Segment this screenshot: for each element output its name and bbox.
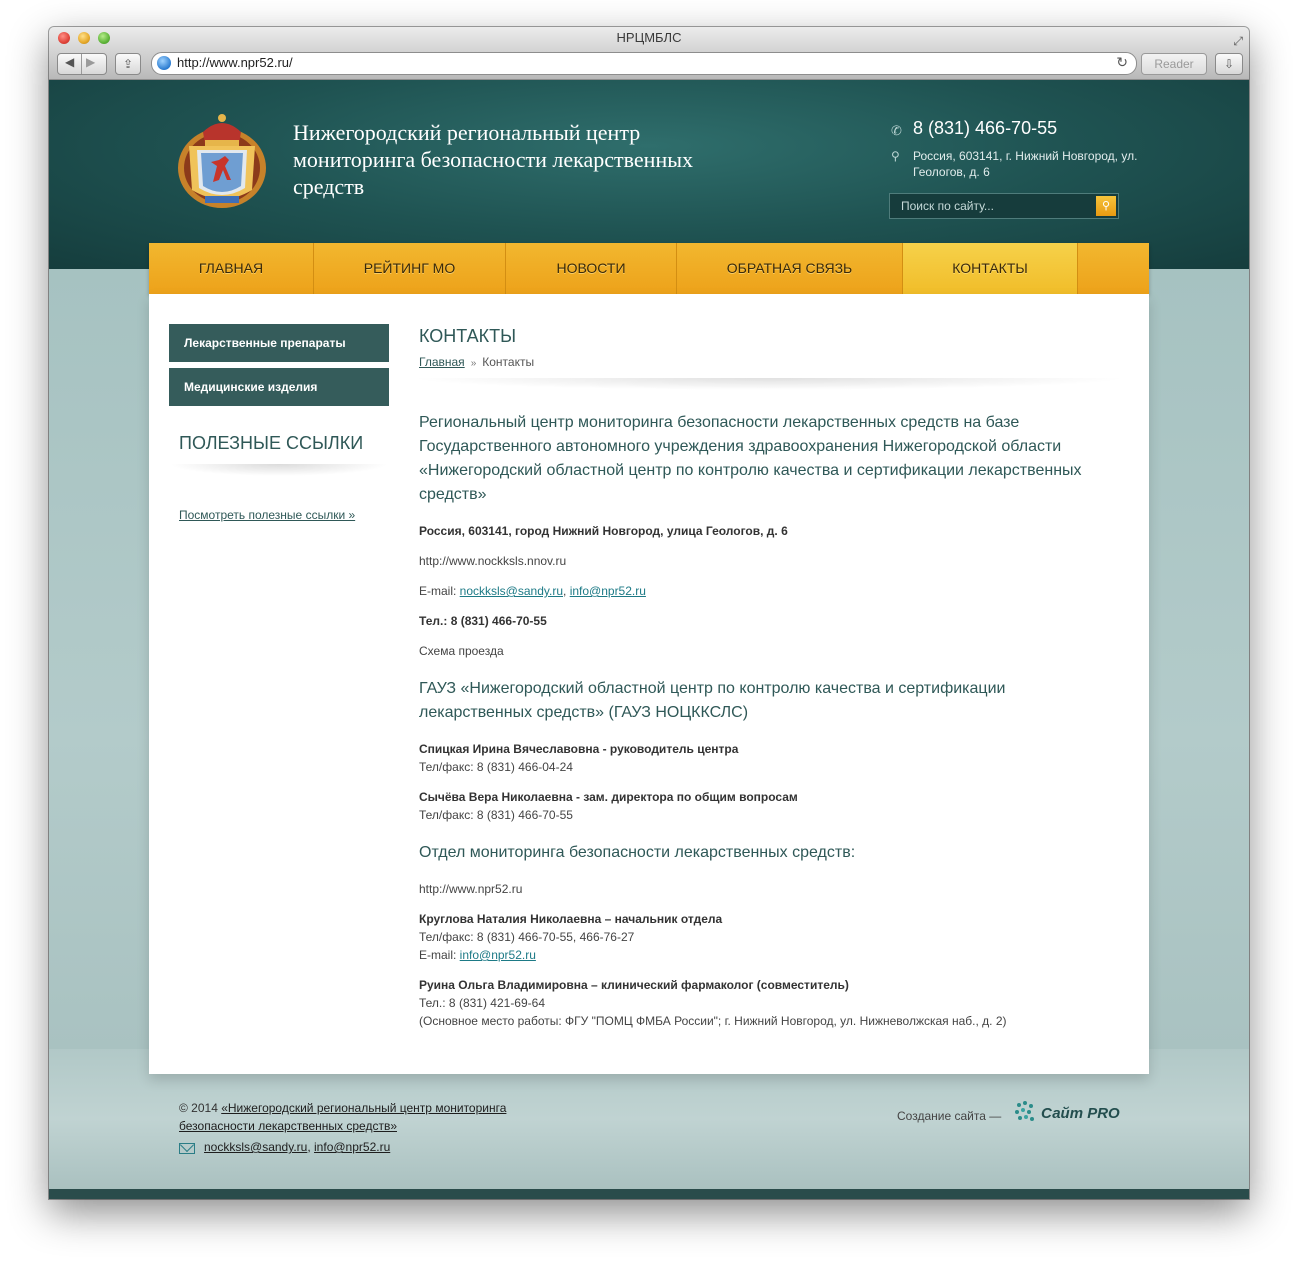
footer-email-link-nockksls[interactable]: nockksls@sandy.ru [204, 1140, 308, 1154]
reload-icon[interactable]: ↻ [1116, 54, 1128, 70]
contact-person-1 [419, 740, 1119, 776]
person-phone: Тел/факс: 8 (831) 466-04-24 [419, 760, 573, 774]
reader-button[interactable]: Reader [1141, 53, 1207, 75]
page-title: КОНТАКТЫ [419, 326, 517, 346]
browser-window [49, 27, 1249, 1199]
divider [81, 54, 82, 74]
address-bar[interactable] [151, 52, 1137, 75]
share-icon: ⇪ [122, 57, 134, 71]
fullscreen-icon[interactable]: ⤢ [1233, 34, 1243, 48]
person-name: Сычёва Вера Николаевна - зам. директора по общим вопросам [419, 790, 798, 804]
content-panel [149, 294, 1149, 1074]
footer-email-link-info[interactable]: info@npr52.ru [314, 1140, 391, 1154]
menu-item-rating[interactable]: РЕЙТИНГ МО [314, 243, 506, 294]
phone-icon: ✆ [891, 123, 902, 138]
coat-of-arms-logo[interactable] [175, 110, 269, 210]
title-bar [49, 27, 1249, 49]
search-icon: ⚲ [1101, 200, 1111, 212]
email-separator: , [307, 1140, 315, 1154]
close-window-button[interactable] [58, 32, 70, 44]
header-phone: 8 (831) 466-70-55 [913, 118, 1058, 138]
window-title: НРЦМБЛС [616, 30, 682, 45]
bottom-strip [49, 1189, 1249, 1199]
sitepro-logo-icon[interactable] [1014, 1100, 1036, 1124]
email-separator: , [563, 584, 570, 598]
download-icon: ⇩ [1223, 57, 1235, 71]
directions-text[interactable]: Схема проезда [419, 644, 504, 658]
person-phone: Тел.: 8 (831) 421-69-64 [419, 996, 545, 1010]
person-name: Спицкая Ирина Вячеславовна - руководитель центра [419, 742, 739, 756]
phone-text: Тел.: 8 (831) 466-70-55 [419, 614, 547, 628]
footer-copyright [179, 1099, 579, 1135]
person-name: Круглова Наталия Николаевна – начальник отдела [419, 912, 723, 926]
person-note: (Основное место работы: ФГУ "ПОМЦ ФМБА России"; г. Нижний Новгород, ул. Нижневолжская наб., д. 2) [419, 1014, 1007, 1028]
breadcrumb-home-link[interactable]: Главная [419, 355, 465, 369]
browser-toolbar [49, 49, 1249, 80]
globe-icon [157, 56, 171, 70]
department-website: http://www.npr52.ru [419, 882, 523, 896]
email-link-nockksls[interactable]: nockksls@sandy.ru [459, 584, 564, 598]
email-label: E-mail: [419, 948, 460, 962]
site-search [889, 193, 1119, 219]
header-address: Россия, 603141, г. Нижний Новгород, ул. Геологов, д. 6 [913, 149, 1138, 179]
useful-links-link[interactable]: Посмотреть полезные ссылки » [179, 508, 356, 522]
search-button[interactable] [1096, 196, 1116, 216]
share-button[interactable] [115, 53, 141, 75]
copyright-prefix: © 2014 [179, 1101, 222, 1115]
person-email [419, 946, 1119, 964]
menu-item-home[interactable]: ГЛАВНАЯ [149, 243, 314, 294]
contact-person-4 [419, 976, 1119, 1030]
divider [169, 464, 389, 476]
divider [409, 378, 1129, 390]
breadcrumb-separator: » [470, 358, 477, 369]
breadcrumb-current: Контакты [482, 355, 535, 369]
main-menu [149, 243, 1149, 294]
minimize-window-button[interactable] [78, 32, 90, 44]
url-text[interactable]: http://www.npr52.ru/ [177, 55, 293, 70]
menu-item-news[interactable]: НОВОСТИ [506, 243, 677, 294]
back-forward-buttons [57, 53, 107, 75]
zoom-window-button[interactable] [98, 32, 110, 44]
email-line [419, 582, 1119, 600]
breadcrumb [419, 355, 534, 369]
person-phone: Тел/факс: 8 (831) 466-70-55, 466-76-27 [419, 930, 635, 944]
contact-person-3 [419, 910, 1119, 964]
downloads-button[interactable] [1215, 53, 1243, 75]
email-link-info[interactable]: info@npr52.ru [459, 948, 536, 962]
footer-emails [204, 1140, 390, 1154]
search-input[interactable] [890, 194, 1094, 218]
useful-links-heading: ПОЛЕЗНЫЕ ССЫЛКИ [179, 433, 364, 453]
menu-item-feedback[interactable]: ОБРАТНАЯ СВЯЗЬ [677, 243, 903, 294]
address-text: Россия, 603141, город Нижний Новгород, улица Геологов, д. 6 [419, 524, 788, 538]
site-title[interactable]: Нижегородский региональный центр мониторинга безопасности лекарственных средств [293, 120, 693, 199]
person-name: Руина Ольга Владимировна – клинический фармаколог (совместитель) [419, 978, 849, 992]
email-label: E-mail: [419, 584, 460, 598]
forward-icon[interactable]: ▶ [86, 55, 96, 69]
lead-paragraph-center: Региональный центр мониторинга безопасности лекарственных средств на базе Государственного автономного учреждения здравоохранения Нижегородской области «Нижегородский областной центр по контролю качества и сертификации лекарственных средств» [419, 414, 1082, 503]
sidebar-button-medical-devices[interactable]: Медицинские изделия [169, 368, 389, 406]
sitepro-link[interactable]: Сайт PRO [1041, 1105, 1120, 1122]
sidebar-button-drugs[interactable]: Лекарственные препараты [169, 324, 389, 362]
lead-paragraph-department: Отдел мониторинга безопасности лекарственных средств: [419, 844, 856, 861]
back-icon[interactable]: ◀ [65, 55, 75, 69]
site-credit-label: Создание сайта — [897, 1109, 1002, 1123]
lead-paragraph-gauz: ГАУЗ «Нижегородский областной центр по контролю качества и сертификации лекарственных средств» (ГАУЗ НОЦККСЛС) [419, 680, 1006, 721]
footer-home-link[interactable]: «Нижегородский региональный центр мониторинга безопасности лекарственных средств» [179, 1101, 507, 1133]
menu-item-contacts[interactable]: КОНТАКТЫ [903, 243, 1078, 294]
person-phone: Тел/факс: 8 (831) 466-70-55 [419, 808, 573, 822]
website-text: http://www.nockksls.nnov.ru [419, 554, 567, 568]
email-link-info[interactable]: info@npr52.ru [569, 584, 646, 598]
location-pin-icon: ⚲ [891, 149, 900, 163]
contact-person-2 [419, 788, 1119, 824]
web-page [49, 80, 1249, 1199]
mail-icon [179, 1143, 195, 1154]
